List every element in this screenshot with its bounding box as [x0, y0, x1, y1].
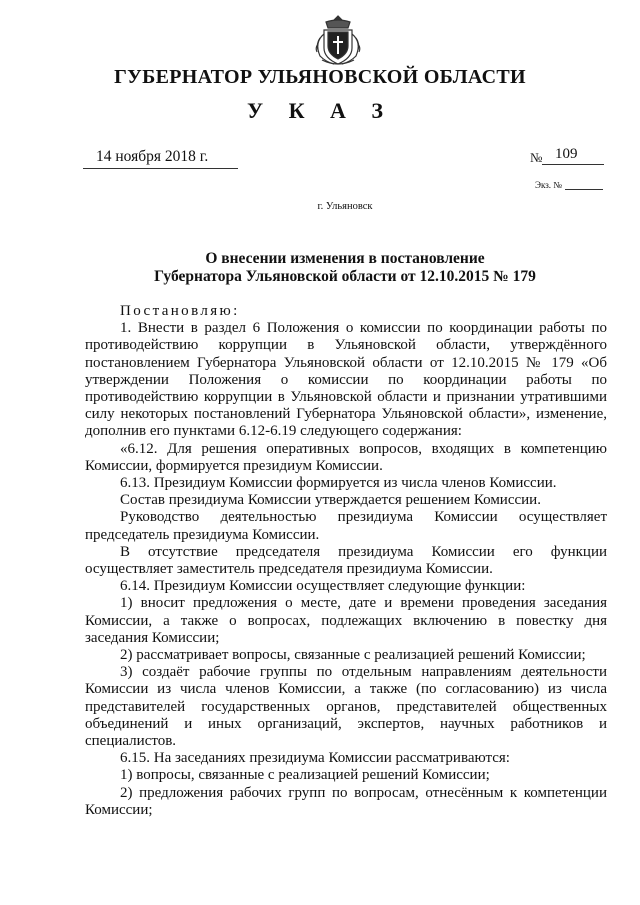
- paragraph: 3) создаёт рабочие группы по отдельным направлениям деятельности Комиссии из числа членов Комиссии, а также (по согласованию) из числа представителей государственных органов, представителей общественных объединений и иных организаций, экспертов, научных работников и специалистов.: [85, 664, 607, 750]
- paragraph: Руководство деятельностью президиума Комиссии осуществляет председатель президиума Комиссии.: [85, 509, 607, 543]
- paragraph: 1) вносит предложения о месте, дате и времени проведения заседания Комиссии, а также о вопросах, подлежащих включению в повестку дня заседания Комиссии;: [85, 595, 607, 646]
- issuer-title: ГУБЕРНАТОР УЛЬЯНОВСКОЙ ОБЛАСТИ: [114, 66, 526, 88]
- document-title: [0, 250, 640, 286]
- paragraph: 2) рассматривает вопросы, связанные с реализацией решений Комиссии;: [120, 647, 586, 664]
- paragraph: 2) предложения рабочих групп по вопросам, отнесённым к компетенции Комиссии;: [85, 784, 607, 818]
- title-line-2: Губернатора Ульяновской области от 12.10.2015 № 179: [154, 268, 536, 285]
- paragraph: 6.15. На заседаниях президиума Комиссии рассматриваются:: [120, 750, 510, 767]
- paragraph: 1. Внести в раздел 6 Положения о комиссии по координации работы по противодействию коррупции в Ульяновской области, утверждённого постановлением Губернатора Ульяновской области от 12.10.2015 № 179 «Об утверждении Положения о комиссии по координации работы по противодействию коррупции в Ульяновской области и признании утратившими силу некоторых постановлений Губернатора Ульяновской области», изменение, дополнив его пунктами 6.12-6.19 следующего содержания:: [85, 320, 607, 440]
- paragraph: 6.13. Президиум Комиссии формируется из числа членов Комиссии.: [120, 475, 557, 492]
- number-sign: №: [530, 150, 543, 165]
- paragraph: В отсутствие председателя президиума Комиссии его функции осуществляет заместитель председателя президиума Комиссии.: [85, 543, 607, 578]
- city-label: г. Ульяновск: [317, 201, 373, 212]
- number-underline: [542, 164, 604, 165]
- coat-of-arms-emblem: [302, 12, 374, 68]
- document-type: У К А З: [246, 98, 394, 123]
- copy-number-underline: [565, 189, 603, 190]
- document-date: 14 ноября 2018 г.: [96, 148, 209, 165]
- paragraph: 6.14. Президиум Комиссии осуществляет следующие функции:: [120, 578, 526, 595]
- document-number: 109: [555, 146, 578, 162]
- document-body: [85, 303, 607, 819]
- paragraph: «6.12. Для решения оперативных вопросов, входящих в компетенцию Комиссии, формируется президиум Комиссии.: [85, 440, 607, 474]
- title-line-1: О внесении изменения в постановление: [205, 250, 485, 267]
- date-underline: [83, 168, 238, 169]
- decree-lead: Постановляю:: [120, 303, 240, 319]
- paragraph: Состав президиума Комиссии утверждается решением Комиссии.: [120, 492, 541, 509]
- copy-number-label: Экз. №: [535, 180, 562, 190]
- paragraph: 1) вопросы, связанные с реализацией решений Комиссии;: [120, 767, 490, 784]
